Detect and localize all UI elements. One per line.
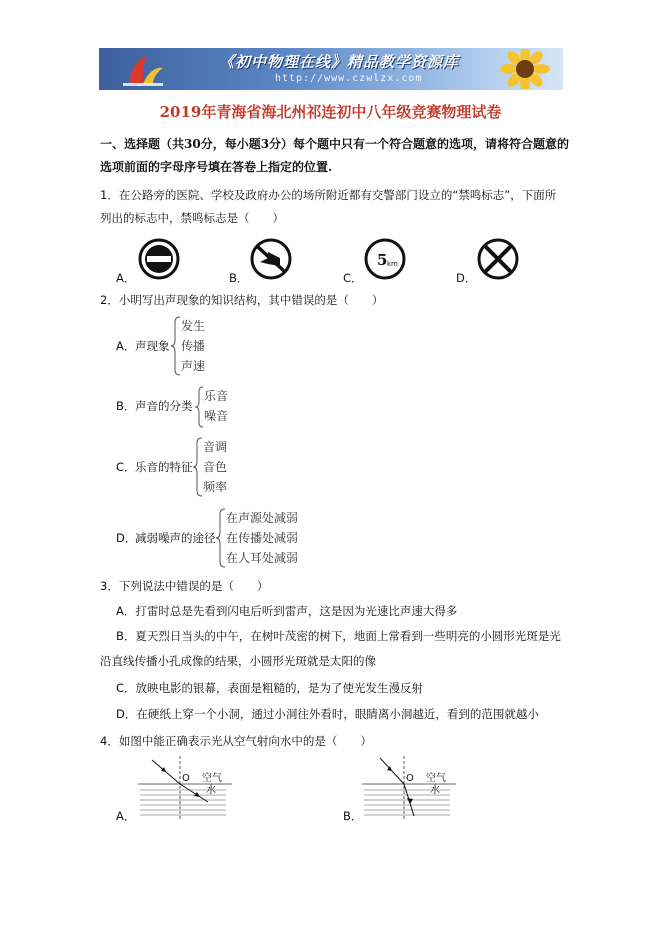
sign-c-unit: km — [387, 260, 398, 268]
refraction-diagram-b — [360, 754, 460, 822]
q1-stem-line2: 列出的标志中，禁鸣标志是（ ） — [100, 211, 284, 225]
q3-option-c: C．放映电影的银幕，表面是粗糙的，是为了使光发生漫反射 — [116, 681, 424, 695]
q1-option-d-letter: D． — [456, 271, 477, 285]
q2-d-item-2: 在传播处减弱 — [226, 531, 299, 545]
q2-c-item-1: 音调 — [203, 440, 228, 454]
banner-title: 《初中物理在线》精品教学资源库 — [219, 53, 460, 71]
q3-stem: 3．下列说法中错误的是（ ） — [100, 579, 269, 593]
q2-b-item-2: 噪音 — [204, 409, 229, 423]
q2-option-c-label: 乐音的特征 — [135, 460, 193, 474]
label-o: O — [182, 773, 190, 784]
q2-option-d-letter: D． — [116, 531, 137, 545]
banner-url: http://www.czwlzx.com — [275, 73, 423, 84]
label-air: 空气 — [426, 773, 446, 784]
q2-option-c-letter: C． — [116, 460, 136, 474]
q2-d-item-3: 在人耳处减弱 — [226, 551, 299, 565]
q2-option-a-label: 声现象 — [135, 339, 170, 353]
q3-option-b-line1: B．夏天烈日当头的中午，在树叶茂密的树下，地面上常看到一些明亮的小圆形光斑是光 — [116, 629, 561, 643]
q4-option-a-letter: A． — [116, 809, 136, 823]
brace-icon — [195, 386, 204, 428]
label-water: 水 — [206, 785, 216, 796]
label-o: O — [406, 773, 414, 784]
q4-option-b-letter: B． — [343, 809, 363, 823]
q2-a-item-1: 发生 — [181, 319, 206, 333]
no-horn-sign-icon — [250, 238, 292, 280]
sunflower-icon — [493, 49, 557, 89]
section-header-line2: 选项前面的字母序号填在答卷上指定的位置. — [100, 160, 333, 174]
q2-option-d-label: 减弱噪声的途径 — [135, 531, 216, 545]
q2-c-item-3: 频率 — [203, 480, 228, 494]
document-title: 2019年青海省海北州祁连初中八年级竞赛物理试卷 — [159, 103, 502, 121]
q2-b-item-1: 乐音 — [204, 389, 229, 403]
no-stopping-sign-icon — [477, 238, 519, 280]
sign-c-number: 5 — [377, 251, 388, 269]
q1-option-c-letter: C． — [343, 271, 363, 285]
section-header-line1: 一、选择题（共30分，每小题3分）每个题中只有一个符合题意的选项，请将符合题意的 — [100, 137, 570, 151]
brace-icon — [216, 508, 226, 568]
q2-a-item-2: 传播 — [181, 339, 206, 353]
q3-option-a: A．打雷时总是先看到闪电后听到雷声，这是因为光速比声速大得多 — [116, 604, 458, 618]
header-banner — [99, 48, 563, 90]
q2-option-a-letter: A． — [116, 339, 136, 353]
q2-option-b-label: 声音的分类 — [135, 399, 193, 413]
q4-stem: 4．如图中能正确表示光从空气射向水中的是（ ） — [100, 734, 372, 748]
label-air: 空气 — [202, 773, 222, 784]
brace-icon — [171, 316, 181, 376]
label-water: 水 — [430, 785, 440, 796]
q2-d-item-1: 在声源处减弱 — [226, 511, 299, 525]
no-entry-sign-icon — [138, 238, 180, 280]
q1-option-a-letter: A． — [116, 271, 136, 285]
logo-icon — [117, 52, 167, 88]
q2-stem: 2．小明写出声现象的知识结构，其中错误的是（ ） — [100, 293, 384, 307]
q2-option-b-letter: B． — [116, 399, 136, 413]
q3-option-b-line2: 沿直线传播小孔成像的结果，小圆形光斑就是太阳的像 — [100, 654, 376, 668]
q1-stem-line1: 1．在公路旁的医院、学校及政府办公的场所附近都有交警部门设立的“禁鸣标志”，下面所 — [100, 188, 557, 202]
q3-option-d: D．在硬纸上穿一个小洞，通过小洞往外看时，眼睛离小洞越近，看到的范围就越小 — [116, 707, 539, 721]
q1-option-b-letter: B． — [229, 271, 249, 285]
brace-icon — [193, 437, 203, 497]
q2-a-item-3: 声速 — [181, 359, 206, 373]
speed-limit-sign-icon — [364, 238, 406, 280]
q2-c-item-2: 音色 — [203, 460, 228, 474]
refraction-diagram-a — [136, 754, 236, 822]
